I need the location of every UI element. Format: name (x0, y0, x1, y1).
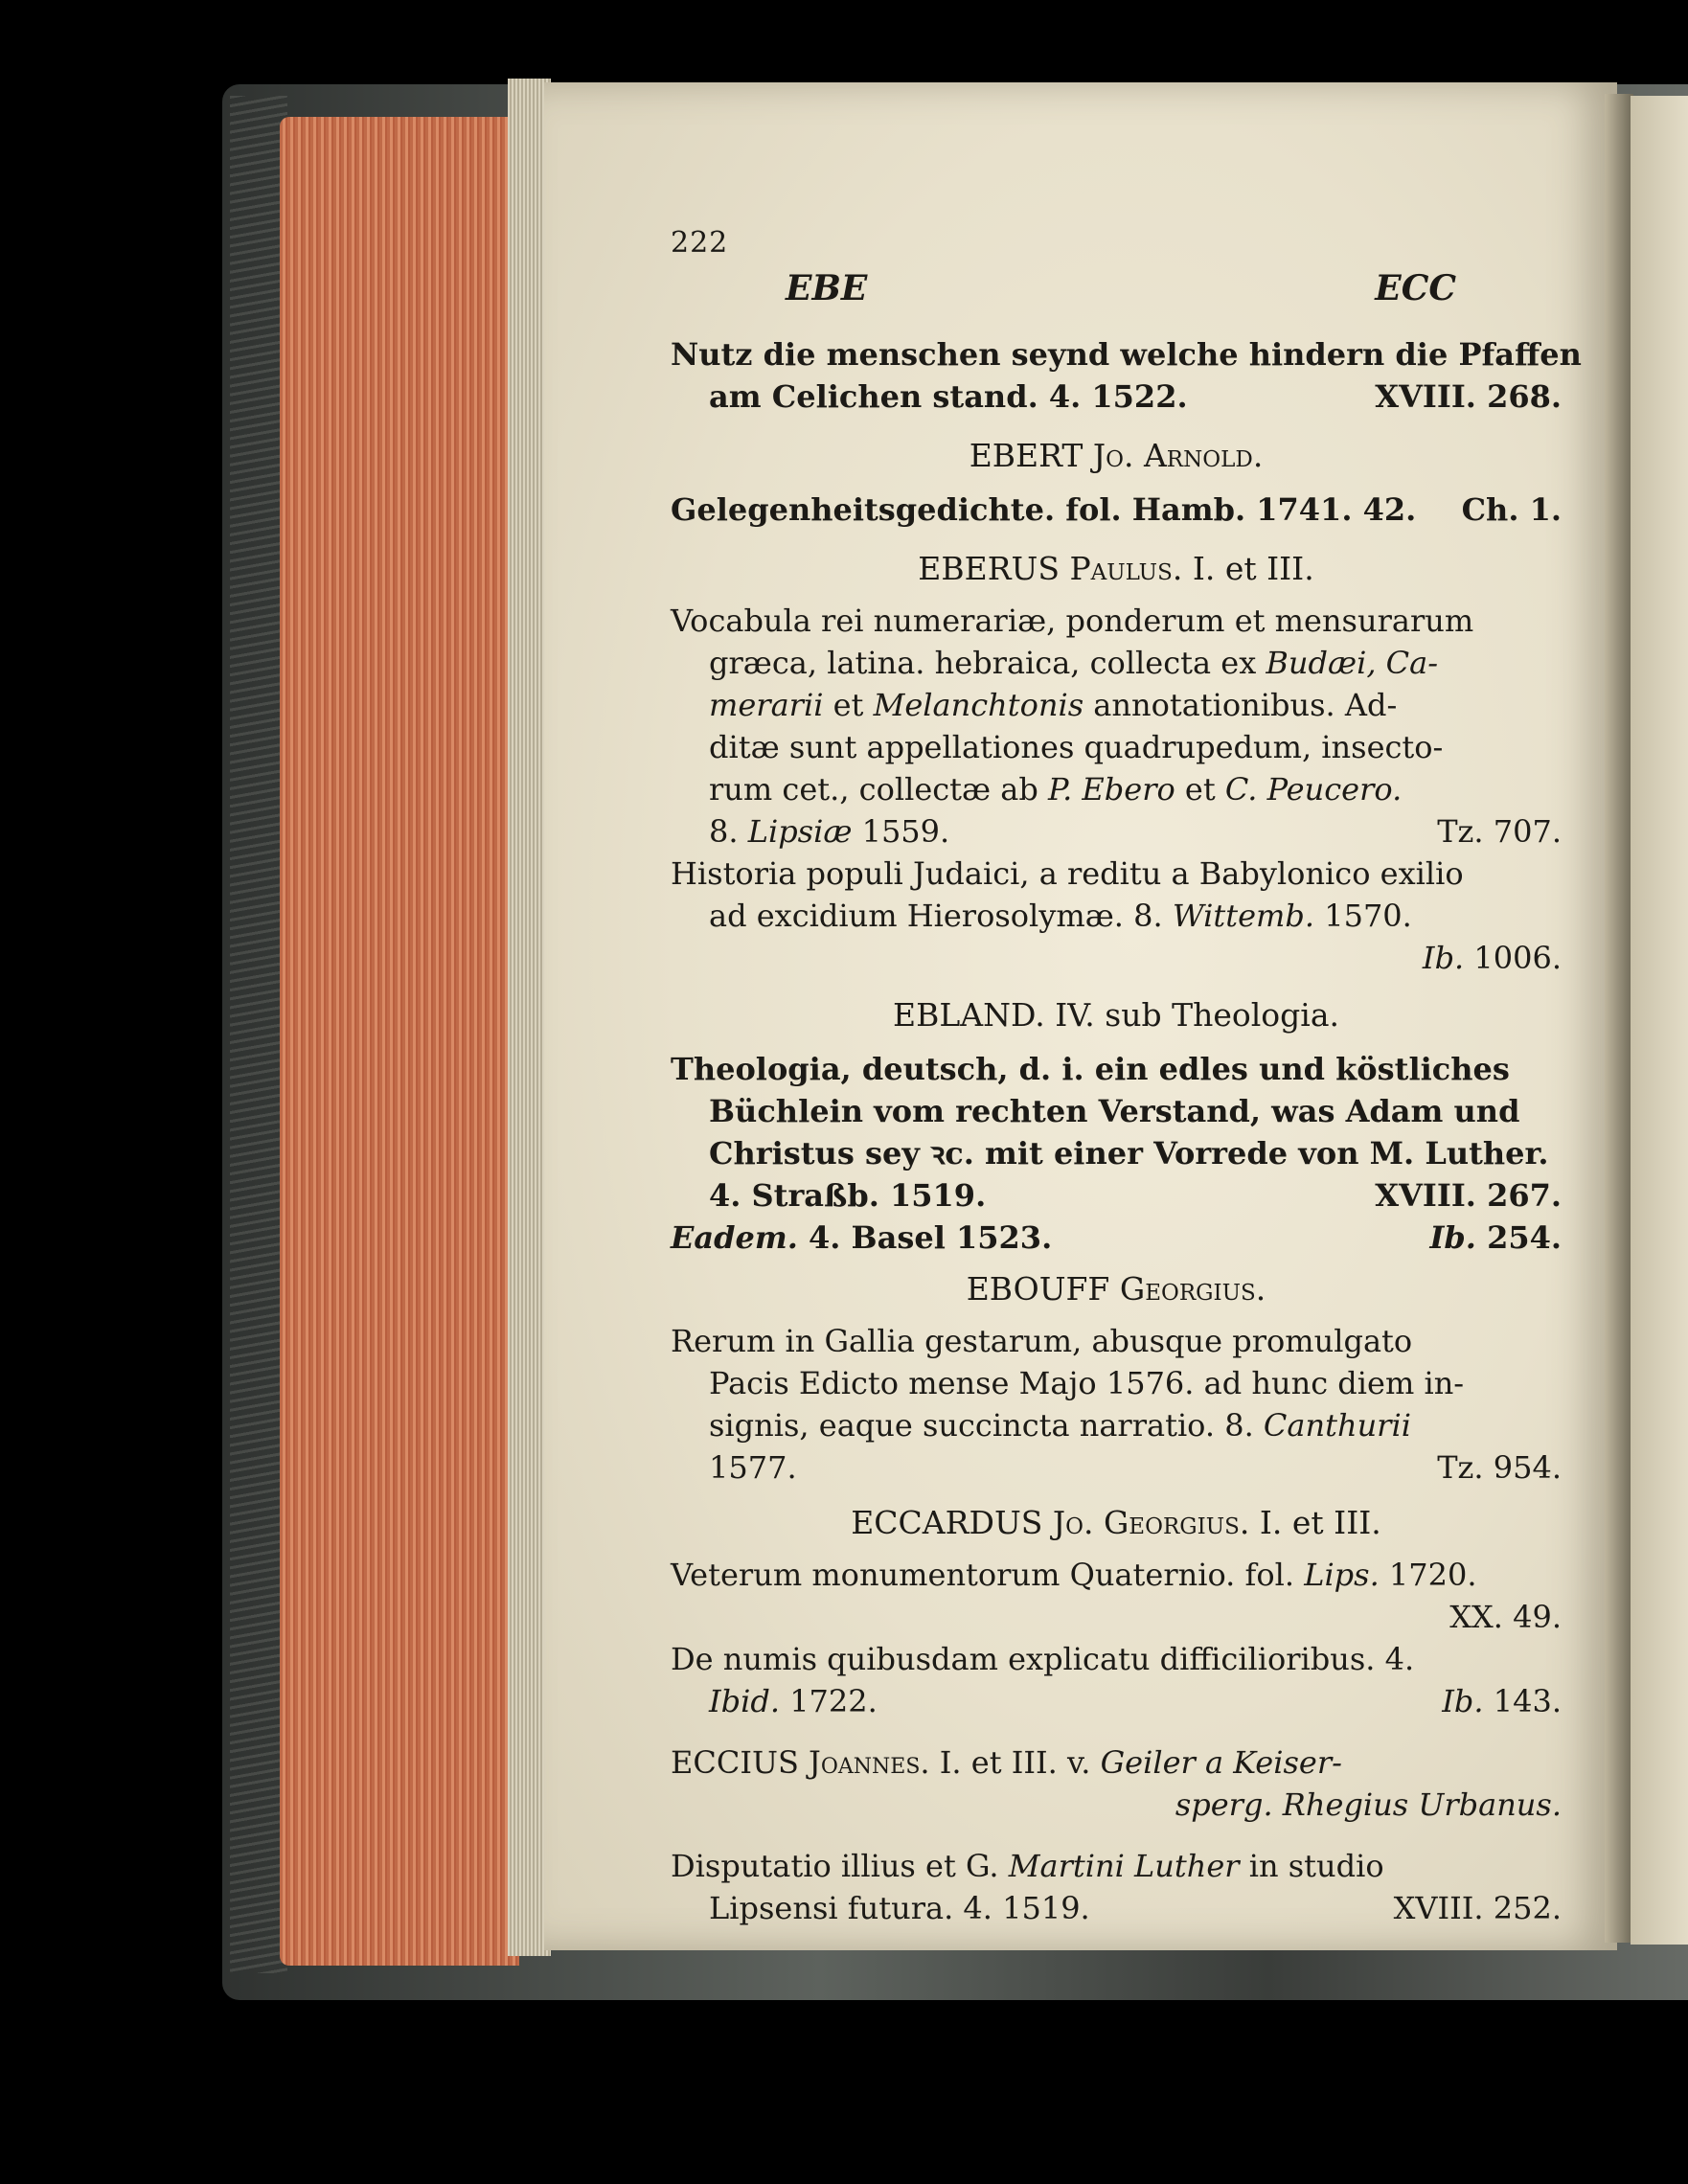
gutter-shadow (1605, 94, 1633, 1943)
entry-line: Büchlein vom rechten Verstand, was Adam und (709, 1093, 1520, 1129)
page-number: 222 (671, 226, 729, 260)
entry-text: Lipsensi futura. 4. 1519. (709, 1890, 1090, 1926)
author-surname: ECCARDUS (851, 1504, 1043, 1541)
entry-text: græca, latina. hebraica, collecta ex (709, 645, 1266, 681)
entry-line: Historia populi Judaici, a reditu a Babylonico exilio (671, 855, 1464, 892)
see-reference: sperg. Rhegius Urbanus. (1175, 1786, 1562, 1823)
see-reference: Geiler a Keiser- (1100, 1744, 1342, 1781)
entry-line (709, 1680, 1562, 1722)
entry-text: 8. (709, 813, 748, 850)
entry-ref: XVIII. 268. (1375, 378, 1562, 415)
author-forename: Jo. Georgius. (1052, 1504, 1250, 1541)
entry-line (709, 1784, 1562, 1826)
entry-ref: Tz. 954. (1437, 1449, 1562, 1486)
entry-italic: merarii (709, 687, 824, 723)
entry-italic: Ib. (1442, 1683, 1484, 1719)
entry-line (709, 375, 1562, 418)
entry-text: 1570. (1314, 898, 1412, 934)
entry-text: am Celichen stand. 4. 1522. (709, 378, 1188, 415)
entry-text: Veterum monumentorum Quaternio. fol. (671, 1557, 1305, 1593)
entry-line: Pacis Edicto mense Majo 1576. ad hunc diem in- (709, 1365, 1465, 1401)
entry-italic: Budæi, Ca- (1266, 645, 1439, 681)
entry-text: 4. Basel 1523. (797, 1219, 1053, 1256)
author-heading-ebert (671, 435, 1562, 477)
author-heading-ebouff (671, 1268, 1562, 1310)
entry-italic: Wittemb. (1172, 898, 1315, 934)
entry-line (709, 768, 1562, 810)
entry-line (709, 1404, 1562, 1446)
entry-line (709, 810, 1562, 853)
entry-line (709, 895, 1562, 937)
entry-ref: 1006. (1464, 940, 1562, 976)
author-ref: I. et III. (1259, 1504, 1381, 1541)
entry-italic: Lipsiæ (747, 813, 853, 850)
entry-text: 1720. (1379, 1557, 1477, 1593)
entry-ref: 143. (1483, 1683, 1562, 1719)
entry-line (709, 1446, 1562, 1489)
author-surname: ECCIUS (671, 1744, 799, 1781)
author-surname: EBERT (969, 437, 1084, 474)
running-head-right: ECC (1375, 268, 1456, 308)
author-forename: Georgius. (1119, 1270, 1266, 1308)
entry-line: De numis quibusdam explicatu difficilioribus. 4. (671, 1641, 1415, 1677)
author-heading-eccardus (671, 1502, 1562, 1544)
entry-line (671, 1217, 1562, 1259)
entry-line: Christus sey ꝛc. mit einer Vorrede von M. Luther. (709, 1135, 1549, 1172)
author-heading-ebland: EBLAND. IV. sub Theologia. (892, 996, 1340, 1034)
author-ref: I. et III. (1192, 550, 1314, 587)
entry-italic: Ib. (1422, 940, 1465, 976)
entry-line: Theologia, deutsch, d. i. ein edles und köstliches (671, 1051, 1510, 1087)
entry-line: ditæ sunt appellationes quadrupedum, insecto- (709, 729, 1444, 765)
author-heading-eccius (671, 1741, 1562, 1784)
entry-text: et (1175, 771, 1225, 808)
cover-texture (230, 96, 287, 1973)
entry-text: 1577. (709, 1449, 797, 1486)
entry-text: et (823, 687, 874, 723)
entry-ref: Ch. 1. (1461, 491, 1562, 528)
entry-line (709, 1887, 1562, 1929)
author-surname: EBERUS (918, 550, 1060, 587)
entry-ref: 254. (1475, 1219, 1562, 1256)
facing-page-edge (1631, 96, 1688, 1945)
entry-italic: Canthurii (1263, 1407, 1411, 1444)
entry-line (709, 684, 1562, 726)
author-ref: I. et III. v. (939, 1744, 1101, 1781)
entry-text: signis, eaque succincta narratio. 8. (709, 1407, 1264, 1444)
entry-line (671, 1845, 1562, 1887)
entry-line: Rerum in Gallia gestarum, abusque promulgato (671, 1323, 1413, 1359)
entry-ref: XVIII. 252. (1393, 1890, 1562, 1926)
entry-text: 1559. (852, 813, 950, 850)
entry-text: 4. Straßb. 1519. (709, 1177, 987, 1214)
entry-text: Disputatio illius et G. (671, 1848, 1009, 1884)
entry-italic: Ibid. (709, 1683, 781, 1719)
entry-line: Nutz die menschen seynd welche hindern die Pfaffen (671, 336, 1582, 373)
entry-text: rum cet., collectæ ab (709, 771, 1049, 808)
author-surname: EBOUFF (966, 1270, 1110, 1308)
author-forename: Paulus. (1069, 550, 1183, 587)
entry-italic: Martini Luther (1008, 1848, 1240, 1884)
entry-text: ad excidium Hierosolymæ. 8. (709, 898, 1173, 934)
running-head-left: EBE (786, 268, 868, 308)
entry-text: Gelegenheitsgedichte. fol. Hamb. 1741. 42. (671, 491, 1417, 528)
red-fore-edge (280, 117, 519, 1966)
entry-italic: Melanchtonis (873, 687, 1084, 723)
entry-text: 1722. (780, 1683, 878, 1719)
author-forename: Jo. Arnold. (1092, 437, 1264, 474)
author-forename: Joannes. (809, 1744, 930, 1781)
entry-text: in studio (1239, 1848, 1384, 1884)
entry-italic: C. Peucero. (1224, 771, 1403, 808)
entry-italic: Lips. (1304, 1557, 1380, 1593)
entry-line (671, 1554, 1562, 1596)
entry-line: Vocabula rei numerariæ, ponderum et mensurarum (671, 603, 1474, 639)
entry-ref: XVIII. 267. (1375, 1177, 1562, 1214)
entry-italic: Ib. (1429, 1219, 1476, 1256)
entry-ref: Tz. 707. (1437, 813, 1562, 850)
entry-line (709, 642, 1562, 684)
entry-line (709, 937, 1562, 979)
entry-italic: Eadem. (671, 1219, 798, 1256)
entry-line: XX. 49. (1449, 1599, 1562, 1635)
entry-line (671, 489, 1562, 531)
entry-italic: P. Ebero (1048, 771, 1175, 808)
author-heading-eberus (671, 548, 1562, 590)
entry-line (709, 1174, 1562, 1217)
entry-text: annotationibus. Ad- (1084, 687, 1398, 723)
